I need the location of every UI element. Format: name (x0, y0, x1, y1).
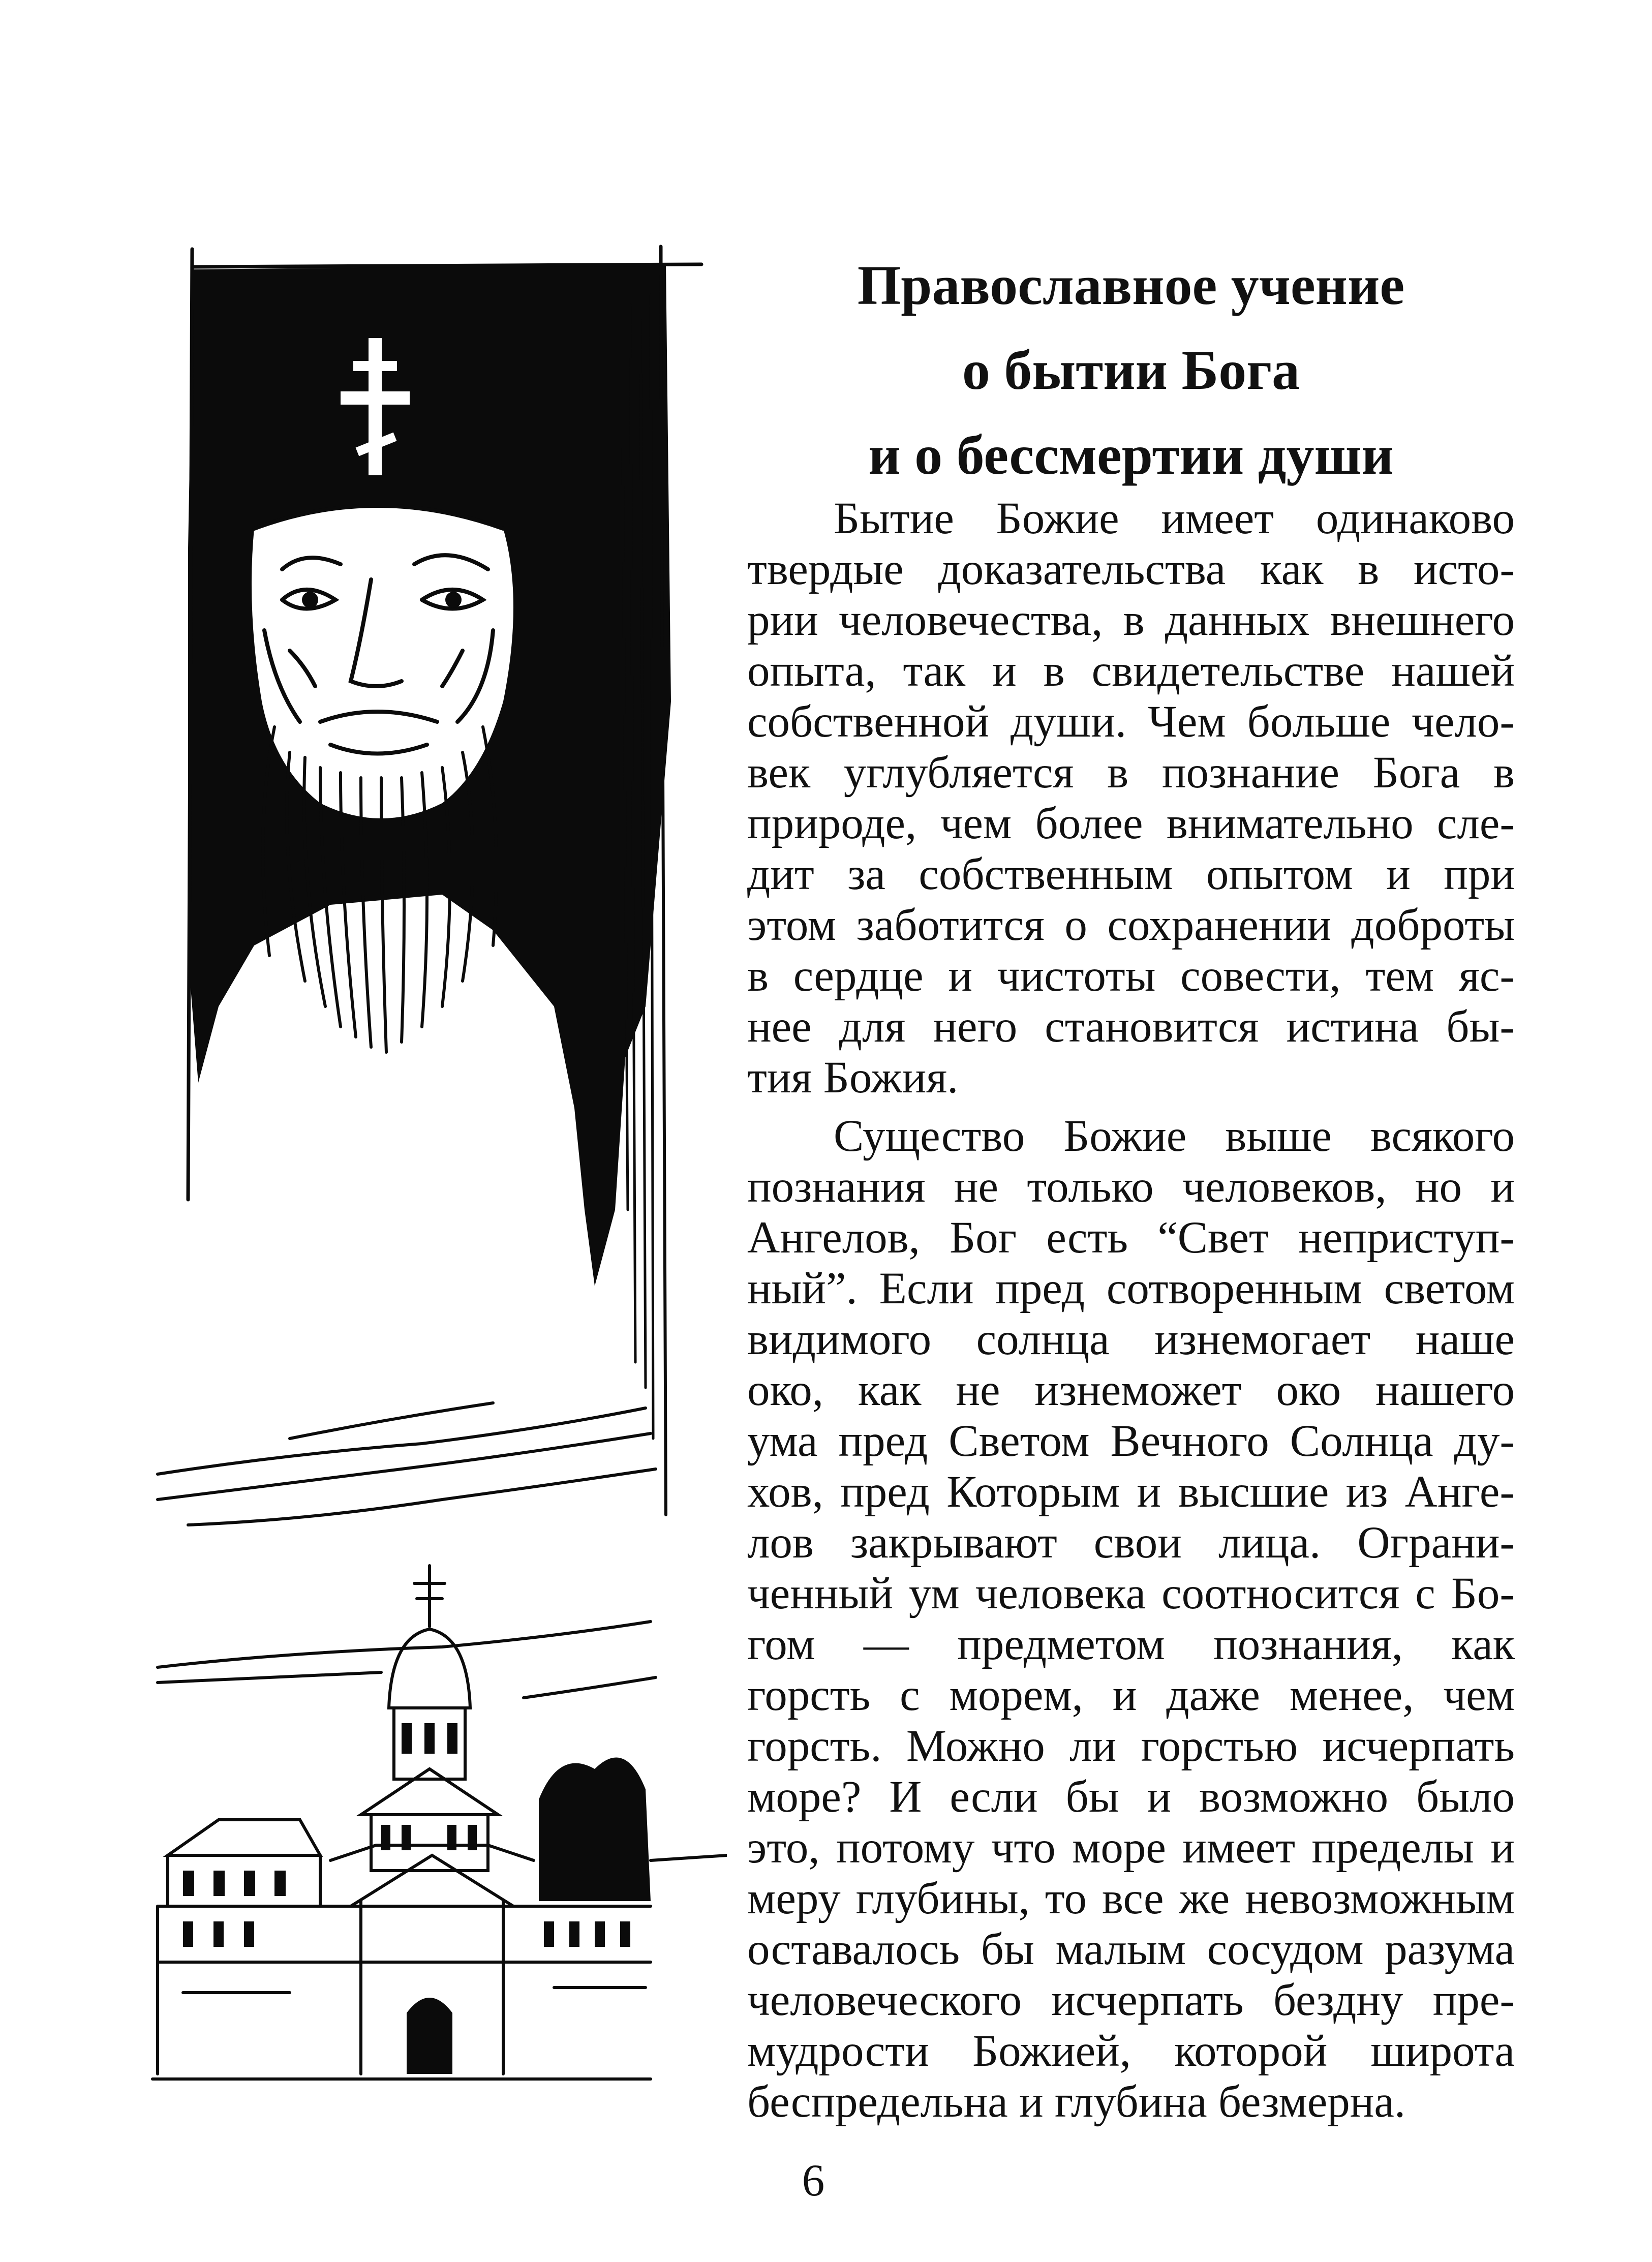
paragraph-line: в сердце и чистоты совести, тем яс- (747, 951, 1515, 1001)
paragraph-line: ный”. Если пред сотворенным светом (747, 1264, 1515, 1313)
paragraph-line: человеческого исчерпать бездну пре- (747, 1975, 1515, 2025)
paragraph-line: горсть. Можно ли горстью исчерпать (747, 1721, 1515, 1771)
paragraph-line: дит за собственным опытом и при (747, 849, 1515, 899)
paragraph-line: тия Божия. (747, 1053, 959, 1103)
paragraph-line: рии человечества, в данных внешнего (747, 595, 1515, 645)
paragraph-line: природе, чем более внимательно сле- (747, 799, 1515, 848)
paragraph-line: лов закрывают свои лица. Ограни- (747, 1518, 1515, 1568)
paragraph-line: видимого солнца изнемогает наше (747, 1315, 1515, 1364)
paragraph-line: нее для него становится истина бы- (747, 1002, 1515, 1052)
paragraph-essence-of-god (747, 1111, 1515, 2127)
paragraph-existence-of-god (747, 493, 1515, 1103)
title-line: и о бессмертии души (868, 424, 1394, 486)
paragraph-line: твердые доказательства как в исто- (747, 544, 1515, 594)
page-title (747, 243, 1515, 498)
title-line: о бытии Бога (962, 339, 1300, 401)
paragraph-line: этом заботится о сохранении доброты (747, 900, 1515, 950)
paragraph-line: познания не только человеков, но и (747, 1162, 1515, 1212)
page-number: 6 (802, 2156, 825, 2206)
monastery-drawing (152, 1566, 727, 2079)
paragraph-line: горсть с морем, и даже менее, чем (747, 1670, 1515, 1720)
paragraph-line: Ангелов, Бог есть “Свет неприступ- (747, 1213, 1515, 1263)
paragraph-line: мудрости Божией, которой широта (747, 2026, 1515, 2076)
paragraph-line: хов, пред Которым и высшие из Анге- (747, 1467, 1515, 1517)
paragraph-line: оставалось бы малым сосудом разума (747, 1924, 1515, 1974)
paragraph-line: опыта, так и в свидетельстве нашей (747, 646, 1515, 696)
paragraph-line: ченный ум человека соотносится с Бо- (747, 1569, 1515, 1618)
paragraph-line: ума пред Светом Вечного Солнца ду- (747, 1416, 1515, 1466)
paragraph-line: Существо Божие выше всякого (834, 1111, 1515, 1161)
paragraph-line: море? И если бы и возможно было (747, 1772, 1515, 1822)
paragraph-line: меру глубины, то все же невозможным (747, 1874, 1515, 1923)
body-text (747, 493, 1515, 2127)
illustration-monk-and-monastery (137, 244, 727, 2104)
frame-line-left (188, 249, 192, 1200)
frame-line-top (193, 264, 701, 267)
paragraph-line: гом — предметом познания, как (747, 1619, 1515, 1669)
paragraph-line: это, потому что море имеет пределы и (747, 1823, 1515, 1873)
paragraph-line: беспредельна и глубина безмерна. (747, 2077, 1406, 2127)
title-line: Православное учение (857, 254, 1405, 316)
paragraph-line: око, как не изнеможет око нашего (747, 1365, 1515, 1415)
paragraph-line: собственной души. Чем больше чело- (747, 697, 1515, 747)
cloud-strokes (158, 1403, 656, 1698)
paragraph-line: Бытие Божие имеет одинаково (834, 494, 1515, 543)
paragraph-line: век углубляется в познание Бога в (747, 748, 1515, 798)
